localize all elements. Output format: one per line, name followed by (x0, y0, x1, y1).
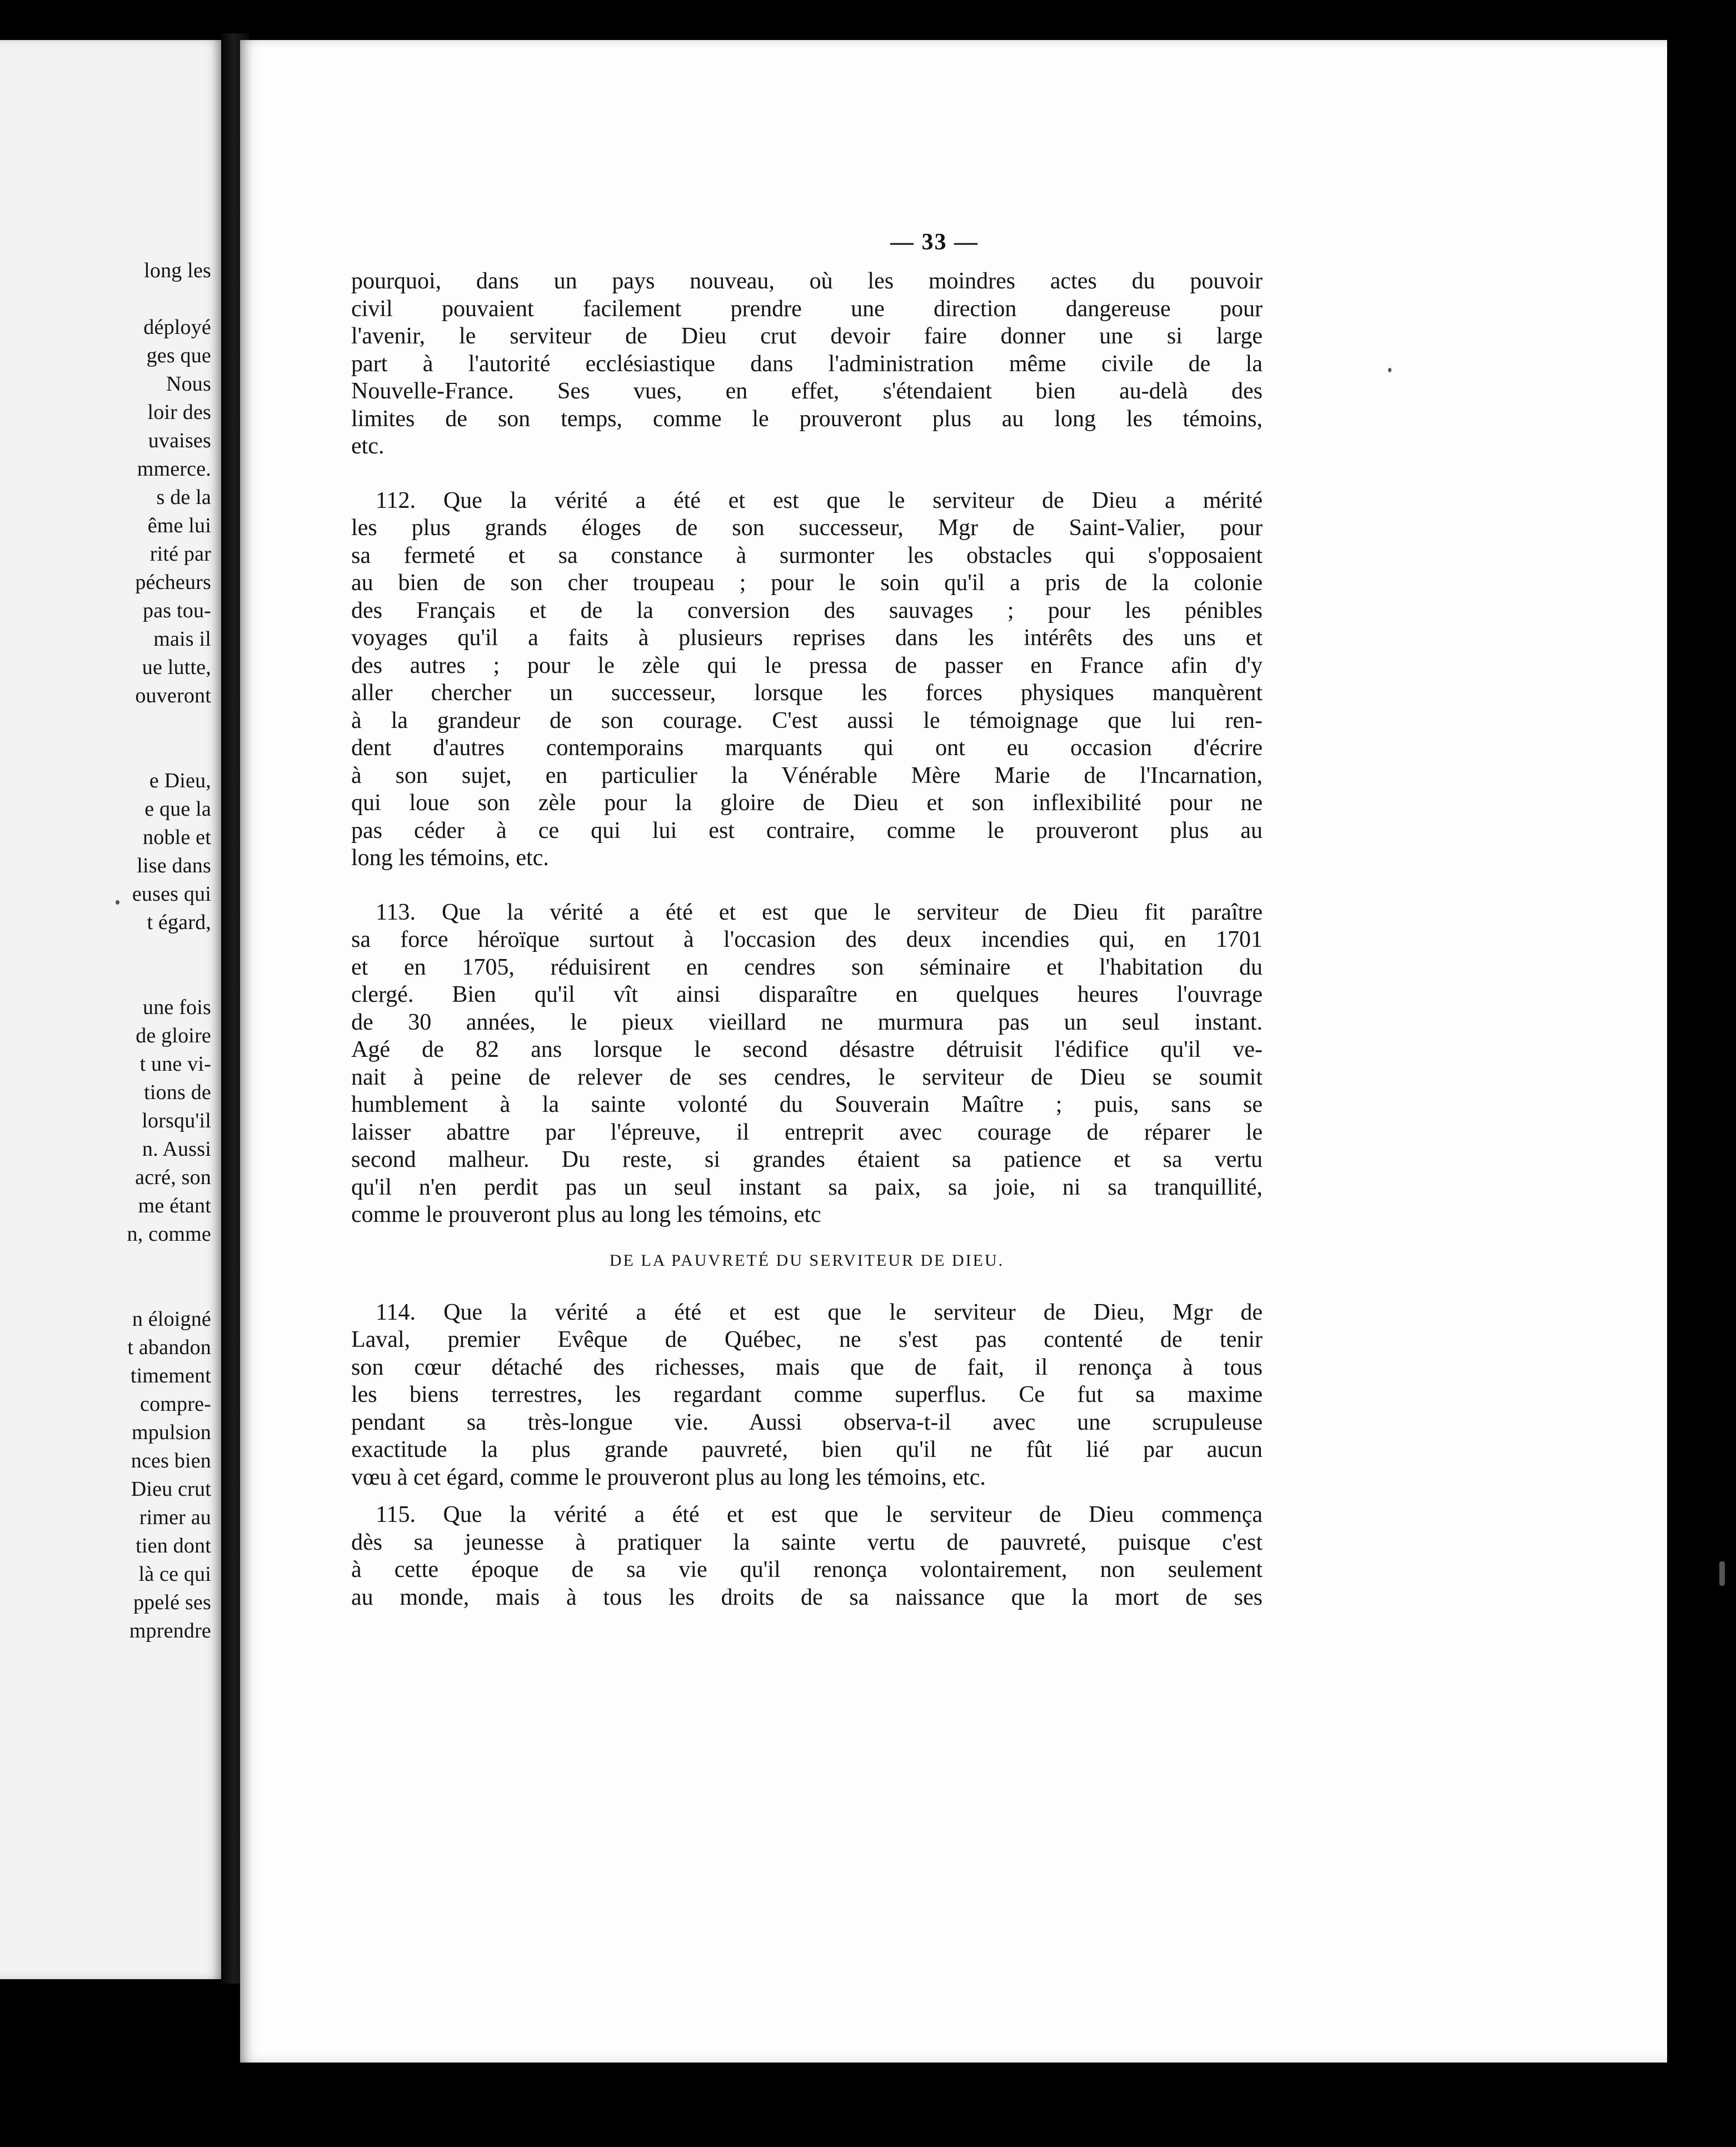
left-page-line: ême lui (147, 514, 211, 537)
body-line: 113. Que la vérité a été et est que le serviteur de Dieu fit paraître (376, 899, 1263, 925)
left-page-line: nces bien (131, 1449, 211, 1472)
scan-speck (1388, 368, 1391, 372)
left-page-line: e Dieu, (149, 769, 211, 792)
left-page-line: mais il (153, 627, 211, 651)
left-page-line: compre- (140, 1392, 211, 1416)
left-page-line: Dieu crut (131, 1477, 211, 1501)
left-page-line: ue lutte, (142, 656, 211, 679)
left-page (0, 40, 223, 1979)
body-line: pourquoi, dans un pays nouveau, où les moindres actes du pouvoir (351, 268, 1263, 294)
body-line: les plus grands éloges de son successeur, Mgr de Saint-Valier, pour (351, 515, 1263, 541)
body-line: pendant sa très-longue vie. Aussi observa-t-il avec une scrupuleuse (351, 1409, 1263, 1435)
left-page-line: acré, son (135, 1166, 211, 1189)
left-page-line: pécheurs (135, 571, 211, 594)
left-page-line: mmerce. (137, 457, 211, 481)
body-line: etc. (351, 433, 385, 459)
body-line: pas céder à ce qui lui est contraire, comme le prouveront plus au (351, 817, 1263, 843)
body-line: long les témoins, etc. (351, 845, 549, 871)
body-line: et en 1705, réduisirent en cendres son séminaire et l'habitation du (351, 954, 1263, 980)
left-page-line: loir des (147, 401, 211, 424)
left-page-line: timement (130, 1364, 211, 1387)
left-page-line: rité par (149, 542, 211, 566)
body-line: au bien de son cher troupeau ; pour le soin qu'il a pris de la colonie (351, 570, 1263, 596)
left-page-line: t abandon (127, 1336, 211, 1359)
body-line: l'avenir, le serviteur de Dieu crut devoir faire donner une si large (351, 323, 1263, 349)
left-page-line: euses qui (132, 882, 211, 906)
body-line: clergé. Bien qu'il vît ainsi disparaître en quelques heures l'ouvrage (351, 982, 1263, 1007)
scan-speck (1719, 1561, 1725, 1586)
body-line: des autres ; pour le zèle qui le pressa de passer en France afin d'y (351, 652, 1263, 678)
left-page-line: uvaises (148, 429, 211, 452)
body-line: dès sa jeunesse à pratiquer la sainte vertu de pauvreté, puisque c'est (351, 1529, 1263, 1555)
left-page-line: lise dans (137, 854, 211, 877)
left-page-line: me étant (138, 1194, 211, 1217)
body-line: 112. Que la vérité a été et est que le serviteur de Dieu a mérité (376, 487, 1263, 513)
left-page-line: t une vi- (139, 1052, 211, 1076)
left-page-line: n. Aussi (142, 1137, 211, 1161)
body-line: à son sujet, en particulier la Vénérable Mère Marie de l'Incarnation, (351, 762, 1263, 788)
left-page-line: long les (144, 259, 211, 282)
body-line: humblement à la sainte volonté du Souverain Maître ; puis, sans se (351, 1092, 1263, 1117)
body-line: voyages qu'il a faits à plusieurs reprises dans les intérêts des uns et (351, 625, 1263, 651)
body-line: comme le prouveront plus au long les témoins, etc (351, 1202, 821, 1227)
left-page-line: tien dont (136, 1534, 211, 1557)
left-page-line: une fois (143, 996, 211, 1019)
body-line: civil pouvaient facilement prendre une direction dangereuse pour (351, 296, 1263, 322)
page-number: — 33 — (890, 229, 979, 255)
section-heading: DE LA PAUVRETÉ DU SERVITEUR DE DIEU. (609, 1251, 1005, 1270)
left-page-line: mprendre (129, 1619, 211, 1642)
right-page (240, 40, 1667, 2063)
body-line: exactitude la plus grande pauvreté, bien qu'il ne fût lié par aucun (351, 1437, 1263, 1462)
body-line: les biens terrestres, les regardant comme superflus. Ce fut sa maxime (351, 1382, 1263, 1407)
left-page-line: lorsqu'il (142, 1109, 211, 1132)
body-line: vœu à cet égard, comme le prouveront plus au long les témoins, etc. (351, 1464, 986, 1490)
body-line: part à l'autorité ecclésiastique dans l'administration même civile de la (351, 351, 1263, 377)
body-line: son cœur détaché des richesses, mais que de fait, il renonça à tous (351, 1354, 1263, 1380)
body-line: second malheur. Du reste, si grandes étaient sa patience et sa vertu (351, 1147, 1263, 1172)
body-line: 114. Que la vérité a été et est que le serviteur de Dieu, Mgr de (376, 1299, 1263, 1325)
body-line: Nouvelle-France. Ses vues, en effet, s'étendaient bien au-delà des (351, 378, 1263, 404)
left-page-line: pas tou- (143, 599, 211, 622)
left-page-line: rimer au (139, 1506, 211, 1529)
body-line: qui loue son zèle pour la gloire de Dieu et son inflexibilité pour ne (351, 790, 1263, 816)
body-line: dent d'autres contemporains marquants qui ont eu occasion d'écrire (351, 735, 1263, 761)
body-line: aller chercher un successeur, lorsque les forces physiques manquèrent (351, 680, 1263, 706)
left-page-line: tions de (144, 1081, 211, 1104)
body-line: qu'il n'en perdit pas un seul instant sa paix, sa joie, ni sa tranquillité, (351, 1174, 1263, 1200)
body-line: de 30 années, le pieux vieillard ne murmura pas un seul instant. (351, 1009, 1263, 1035)
left-page-line: déployé (143, 316, 211, 339)
body-line: sa fermeté et sa constance à surmonter les obstacles qui s'opposaient (351, 542, 1263, 568)
left-page-line: ouveront (135, 684, 211, 707)
left-page-line: de gloire (136, 1024, 211, 1047)
left-page-line: ppelé ses (133, 1591, 211, 1614)
body-line: limites de son temps, comme le prouveront plus au long les témoins, (351, 406, 1263, 432)
body-line: des Français et de la conversion des sauvages ; pour les pénibles (351, 597, 1263, 623)
left-page-line: n éloigné (132, 1307, 211, 1331)
left-page-line: ges que (146, 344, 211, 367)
body-line: à cette époque de sa vie qu'il renonça volontairement, non seulement (351, 1557, 1263, 1582)
body-line: laisser abattre par l'épreuve, il entreprit avec courage de réparer le (351, 1119, 1263, 1145)
body-line: Agé de 82 ans lorsque le second désastre détruisit l'édifice qu'il ve- (351, 1037, 1263, 1062)
left-page-line: mpulsion (131, 1421, 211, 1444)
scan-speck (116, 900, 119, 905)
body-line: 115. Que la vérité a été et est que le serviteur de Dieu commença (376, 1502, 1263, 1527)
left-page-line: Nous (166, 372, 211, 396)
body-line: nait à peine de relever de ses cendres, le serviteur de Dieu se soumit (351, 1064, 1263, 1090)
left-page-line: noble et (143, 826, 211, 849)
body-line: au monde, mais à tous les droits de sa naissance que la mort de ses (351, 1584, 1263, 1610)
body-line: sa force héroïque surtout à l'occasion des deux incendies qui, en 1701 (351, 927, 1263, 952)
body-line: à la grandeur de son courage. C'est aussi le témoignage que lui ren- (351, 707, 1263, 733)
left-page-line: e que la (144, 797, 211, 821)
left-page-line: n, comme (127, 1222, 211, 1246)
left-page-line: là ce qui (138, 1562, 211, 1586)
body-line: Laval, premier Evêque de Québec, ne s'est pas contenté de tenir (351, 1327, 1263, 1352)
left-page-line: s de la (156, 486, 211, 509)
left-page-line: t égard, (147, 911, 211, 934)
